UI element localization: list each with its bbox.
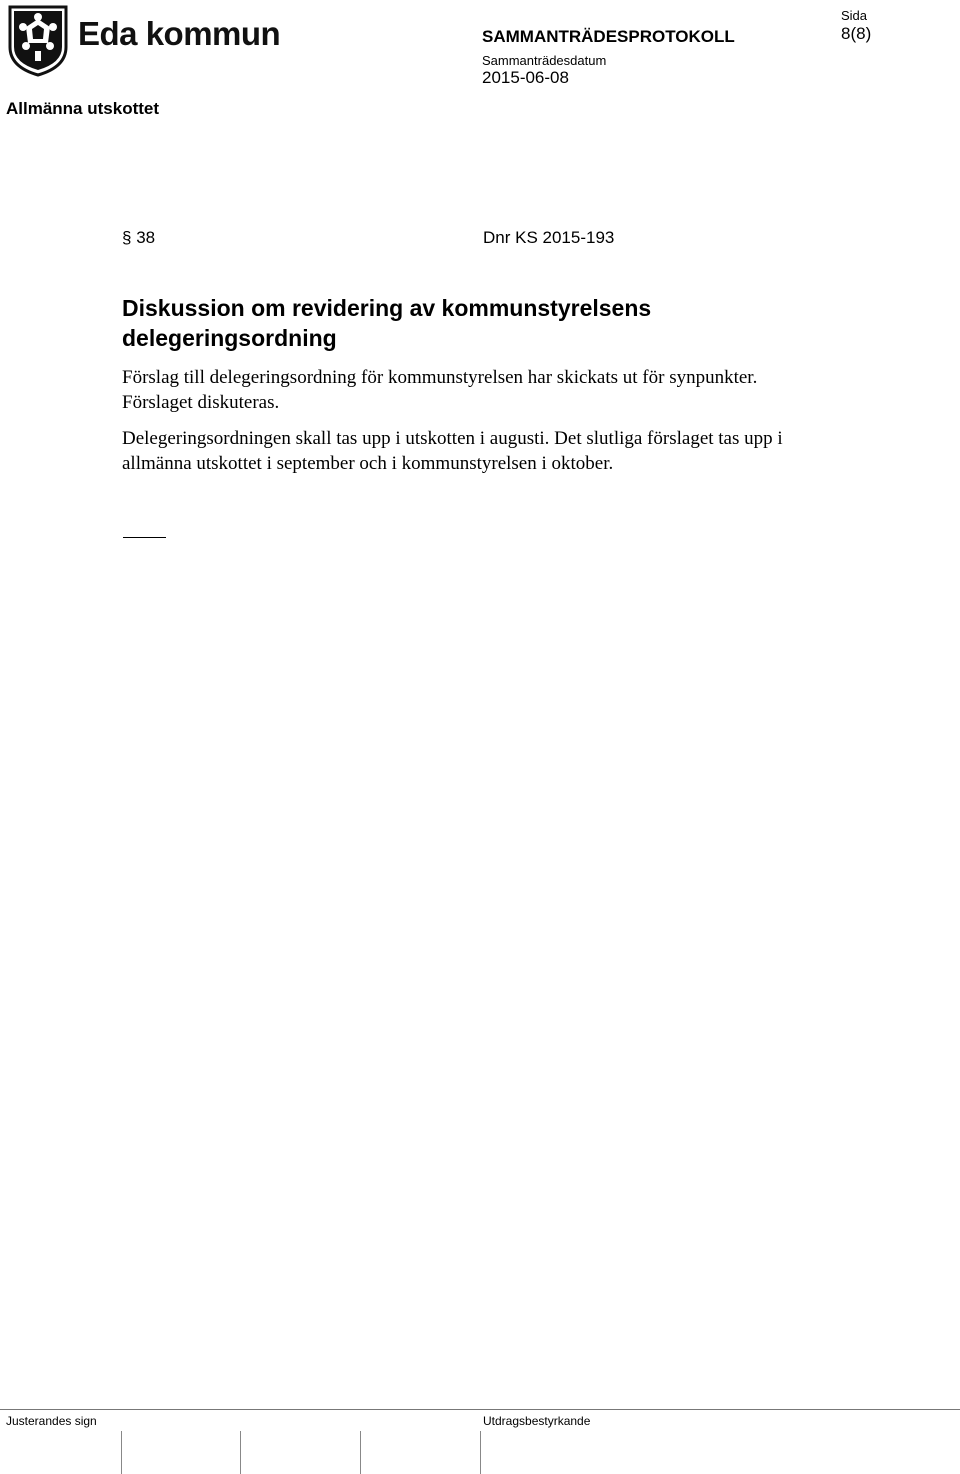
org-name: Eda kommun <box>78 15 281 52</box>
page-number: 8(8) <box>841 24 872 43</box>
page-label: Sida <box>841 8 868 23</box>
protocol-title: SAMMANTRÄDESPROTOKOLL <box>482 27 735 46</box>
signature-box-divider <box>360 1431 361 1474</box>
section-heading: Diskussion om revidering av kommunstyrelsens delegeringsordning <box>122 295 652 351</box>
signature-box-divider <box>121 1431 122 1474</box>
section-end-rule <box>123 537 166 538</box>
footer-divider <box>0 1409 960 1410</box>
signature-box-divider <box>240 1431 241 1474</box>
case-number: Dnr KS 2015-193 <box>483 228 615 247</box>
body-paragraph: Delegeringsordningen skall tas upp i utskotten i augusti. Det slutliga förslaget tas upp i allmänna utskottet i september och i kommunstyrelsen i oktober. <box>122 428 783 474</box>
meeting-date-label: Sammanträdesdatum <box>482 53 607 68</box>
certifier-label: Utdragsbestyrkande <box>483 1414 591 1428</box>
signature-box-divider <box>480 1431 481 1474</box>
paragraph-number-value: 38 <box>136 228 156 247</box>
adjuster-signature-label: Justerandes sign <box>6 1414 97 1428</box>
paragraph-number <box>122 228 155 248</box>
committee-name: Allmänna utskottet <box>6 99 160 118</box>
body-paragraph: Förslag till delegeringsordning för kommunstyrelsen har skickats ut för synpunkter. Förslaget diskuteras. <box>122 367 758 413</box>
section-sign-icon: § <box>122 228 132 247</box>
meeting-date: 2015-06-08 <box>482 68 569 87</box>
eda-kommun-logo-icon <box>8 5 68 77</box>
